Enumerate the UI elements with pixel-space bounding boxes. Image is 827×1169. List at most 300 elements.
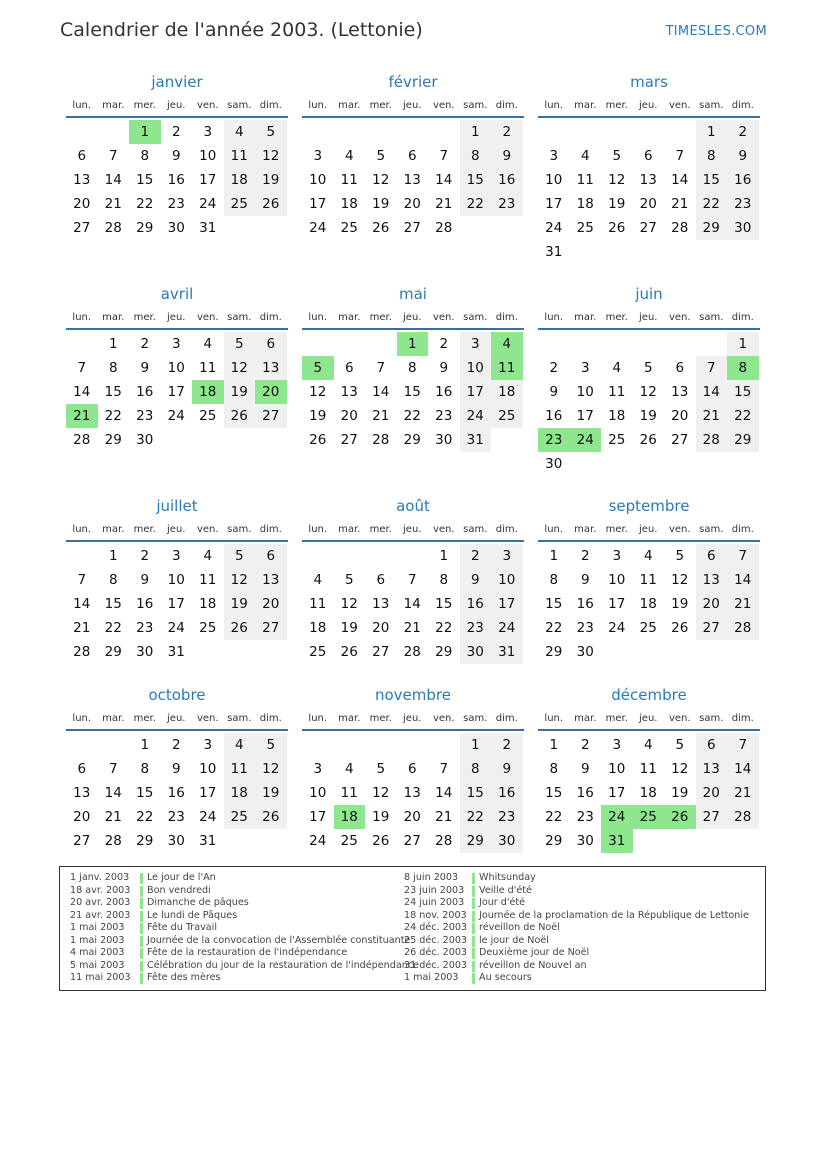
weekday-label: sam. xyxy=(463,523,488,535)
holiday-date: 23 juin 2003 xyxy=(404,884,465,896)
day-cell: 24 xyxy=(167,408,185,424)
day-cell: 10 xyxy=(199,761,217,777)
holiday-name: Célébration du jour de la restauration de l'indépendance xyxy=(147,959,419,971)
week-row xyxy=(302,781,524,805)
day-cell: 31 xyxy=(491,640,523,664)
weekday-label: ven. xyxy=(668,712,691,724)
day-cell: 2 xyxy=(460,544,492,568)
day-cell: 12 xyxy=(639,384,657,400)
day-cell: 31 xyxy=(601,829,633,853)
weekday-label: mar. xyxy=(102,311,125,323)
week-row xyxy=(66,757,288,781)
day-cell: 19 xyxy=(372,809,390,825)
holiday-name: Journée de la convocation de l'Assemblée constituante xyxy=(147,934,411,946)
weekday-label: mar. xyxy=(574,712,597,724)
day-cell: 15 xyxy=(545,596,563,612)
week-row xyxy=(302,544,524,568)
day-cell: 9 xyxy=(549,384,559,400)
month-title: août xyxy=(396,497,430,515)
day-cell: 1 xyxy=(549,548,559,564)
weekday-label: ven. xyxy=(196,523,219,535)
day-cell: 13 xyxy=(340,384,358,400)
weekday-label: mar. xyxy=(338,311,361,323)
weekday-label: mar. xyxy=(338,523,361,535)
day-cell: 10 xyxy=(167,360,185,376)
day-cell: 7 xyxy=(376,360,386,376)
day-cell: 9 xyxy=(491,144,523,168)
week-row xyxy=(538,240,760,264)
day-cell: 16 xyxy=(435,384,453,400)
weekday-label: lun. xyxy=(544,311,564,323)
holiday-row xyxy=(404,885,749,898)
day-cell: 22 xyxy=(545,809,563,825)
day-cell: 22 xyxy=(460,192,492,216)
day-cell: 30 xyxy=(576,833,594,849)
day-cell: 12 xyxy=(224,356,256,380)
day-cell: 26 xyxy=(224,404,256,428)
day-cell: 29 xyxy=(136,833,154,849)
day-cell: 21 xyxy=(66,404,98,428)
week-row xyxy=(302,428,524,452)
empty-cell xyxy=(601,120,633,144)
holiday-row xyxy=(70,885,419,898)
day-cell: 25 xyxy=(633,805,665,829)
day-cell: 27 xyxy=(403,220,421,236)
day-cell: 5 xyxy=(224,332,256,356)
holiday-name: réveillon de Nouvel an xyxy=(479,959,587,971)
weekday-label: dim. xyxy=(495,99,518,111)
day-cell: 28 xyxy=(403,644,421,660)
weekday-label: mar. xyxy=(102,712,125,724)
day-cell: 22 xyxy=(104,408,122,424)
empty-cell xyxy=(601,640,633,664)
day-cell: 6 xyxy=(643,148,653,164)
weekday-label: ven. xyxy=(668,311,691,323)
holiday-date: 11 mai 2003 xyxy=(70,972,131,983)
day-cell: 22 xyxy=(460,805,492,829)
weekday-label: lun. xyxy=(72,99,92,111)
day-cell: 10 xyxy=(167,572,185,588)
month-title: juillet xyxy=(156,497,198,515)
day-cell: 11 xyxy=(309,596,327,612)
week-row xyxy=(66,781,288,805)
weekday-label: sam. xyxy=(699,712,724,724)
day-cell: 14 xyxy=(727,757,759,781)
day-cell: 23 xyxy=(538,428,570,452)
day-cell: 12 xyxy=(255,144,287,168)
day-cell: 23 xyxy=(136,620,154,636)
week-row xyxy=(302,640,524,664)
day-cell: 2 xyxy=(580,737,590,753)
day-cell: 8 xyxy=(460,144,492,168)
month-title: septembre xyxy=(608,497,690,515)
holiday-date: 8 juin 2003 xyxy=(404,872,459,883)
empty-cell xyxy=(664,240,696,264)
day-cell: 17 xyxy=(199,172,217,188)
holiday-date: 18 nov. 2003 xyxy=(404,909,467,921)
day-cell: 5 xyxy=(255,733,287,757)
day-cell: 6 xyxy=(675,360,685,376)
empty-cell xyxy=(538,332,570,356)
empty-cell xyxy=(255,216,287,240)
weekday-label: ven. xyxy=(196,99,219,111)
month-title: juin xyxy=(635,285,663,303)
day-cell: 1 xyxy=(549,737,559,753)
day-cell: 17 xyxy=(545,196,563,212)
day-cell: 15 xyxy=(545,785,563,801)
day-cell: 21 xyxy=(727,781,759,805)
day-cell: 7 xyxy=(727,733,759,757)
weekday-label: lun. xyxy=(308,523,328,535)
empty-cell xyxy=(633,829,665,853)
weekday-label: mer. xyxy=(605,99,628,111)
day-cell: 30 xyxy=(167,220,185,236)
day-cell: 7 xyxy=(727,544,759,568)
weekday-label: dim. xyxy=(731,99,754,111)
empty-cell xyxy=(664,452,696,476)
day-cell: 14 xyxy=(435,172,453,188)
week-row xyxy=(538,120,760,144)
weekday-label: mer. xyxy=(369,523,392,535)
day-cell: 4 xyxy=(203,548,213,564)
empty-cell xyxy=(302,332,334,356)
day-cell: 3 xyxy=(203,124,213,140)
day-cell: 17 xyxy=(167,596,185,612)
weekday-label: jeu. xyxy=(403,712,422,724)
day-cell: 10 xyxy=(545,172,563,188)
week-row xyxy=(302,404,524,428)
day-cell: 12 xyxy=(309,384,327,400)
empty-cell xyxy=(460,216,492,240)
day-cell: 26 xyxy=(255,192,287,216)
weekday-label: lun. xyxy=(544,99,564,111)
weekday-label: lun. xyxy=(72,523,92,535)
week-row xyxy=(538,544,760,568)
weekday-header xyxy=(66,518,288,542)
holiday-date: 31 déc. 2003 xyxy=(404,959,468,971)
week-row xyxy=(66,805,288,829)
empty-cell xyxy=(302,733,334,757)
day-cell: 5 xyxy=(224,544,256,568)
empty-cell xyxy=(302,120,334,144)
day-cell: 6 xyxy=(255,332,287,356)
holiday-date: 25 déc. 2003 xyxy=(404,934,468,946)
weekday-label: ven. xyxy=(432,523,455,535)
day-cell: 17 xyxy=(491,592,523,616)
day-cell: 11 xyxy=(639,572,657,588)
week-row xyxy=(302,829,524,853)
month-title: novembre xyxy=(375,686,451,704)
weekday-label: mer. xyxy=(605,712,628,724)
month-title: mai xyxy=(399,285,427,303)
day-cell: 15 xyxy=(136,172,154,188)
day-cell: 5 xyxy=(675,548,685,564)
day-cell: 11 xyxy=(199,360,217,376)
weekday-label: jeu. xyxy=(167,712,186,724)
day-cell: 2 xyxy=(491,120,523,144)
weekday-label: jeu. xyxy=(403,99,422,111)
day-cell: 19 xyxy=(671,785,689,801)
day-cell: 9 xyxy=(140,360,150,376)
day-cell: 24 xyxy=(491,616,523,640)
day-cell: 19 xyxy=(608,196,626,212)
day-cell: 29 xyxy=(460,829,492,853)
empty-cell xyxy=(664,332,696,356)
day-cell: 5 xyxy=(643,360,653,376)
day-cell: 11 xyxy=(576,172,594,188)
weekday-label: mar. xyxy=(574,311,597,323)
empty-cell xyxy=(397,120,429,144)
holiday-name: Fête du Travail xyxy=(147,922,217,933)
day-cell: 28 xyxy=(435,220,453,236)
week-row xyxy=(66,332,288,356)
day-cell: 16 xyxy=(136,384,154,400)
day-cell: 20 xyxy=(340,408,358,424)
weekday-label: mer. xyxy=(369,311,392,323)
day-cell: 6 xyxy=(696,544,728,568)
weekday-label: sam. xyxy=(699,99,724,111)
weekday-label: sam. xyxy=(227,523,252,535)
week-row xyxy=(66,616,288,640)
day-cell: 17 xyxy=(309,809,327,825)
day-cell: 18 xyxy=(334,805,366,829)
day-cell: 16 xyxy=(167,172,185,188)
month-9 xyxy=(538,494,760,664)
day-cell: 31 xyxy=(545,244,563,260)
day-cell: 6 xyxy=(696,733,728,757)
week-row xyxy=(538,216,760,240)
weekday-label: ven. xyxy=(196,311,219,323)
day-cell: 25 xyxy=(199,620,217,636)
weekday-label: mar. xyxy=(102,523,125,535)
day-cell: 13 xyxy=(639,172,657,188)
month-title: octobre xyxy=(148,686,206,704)
day-cell: 12 xyxy=(372,785,390,801)
day-cell: 16 xyxy=(136,596,154,612)
week-row xyxy=(302,568,524,592)
weekday-label: ven. xyxy=(432,99,455,111)
day-cell: 11 xyxy=(608,384,626,400)
day-cell: 4 xyxy=(580,148,590,164)
holiday-name: Fête de la restauration de l'indépendance xyxy=(147,947,348,958)
day-cell: 29 xyxy=(403,432,421,448)
empty-cell xyxy=(365,120,397,144)
day-cell: 15 xyxy=(435,596,453,612)
holiday-marker xyxy=(472,923,475,934)
day-cell: 27 xyxy=(255,404,287,428)
weekday-label: jeu. xyxy=(167,311,186,323)
day-cell: 6 xyxy=(407,148,417,164)
week-row xyxy=(538,592,760,616)
day-cell: 21 xyxy=(727,592,759,616)
weekday-label: dim. xyxy=(495,712,518,724)
week-row xyxy=(66,829,288,853)
week-row xyxy=(66,356,288,380)
day-cell: 19 xyxy=(224,592,256,616)
weekday-header xyxy=(302,306,524,330)
holiday-row xyxy=(70,935,419,948)
day-cell: 22 xyxy=(136,809,154,825)
day-cell: 12 xyxy=(224,568,256,592)
day-cell: 18 xyxy=(340,196,358,212)
day-cell: 21 xyxy=(104,196,122,212)
day-cell: 11 xyxy=(224,757,256,781)
empty-cell xyxy=(570,332,602,356)
day-cell: 11 xyxy=(491,356,523,380)
week-row xyxy=(538,733,760,757)
day-cell: 21 xyxy=(435,809,453,825)
day-cell: 20 xyxy=(403,809,421,825)
day-cell: 23 xyxy=(727,192,759,216)
day-cell: 24 xyxy=(608,620,626,636)
holiday-marker xyxy=(140,923,143,934)
weekday-label: jeu. xyxy=(639,523,658,535)
day-cell: 8 xyxy=(696,144,728,168)
weekday-label: mer. xyxy=(133,99,156,111)
weekday-label: lun. xyxy=(308,712,328,724)
week-row xyxy=(66,640,288,664)
day-cell: 2 xyxy=(580,548,590,564)
day-cell: 19 xyxy=(671,596,689,612)
day-cell: 12 xyxy=(340,596,358,612)
month-title: mars xyxy=(630,73,668,91)
day-cell: 13 xyxy=(696,757,728,781)
day-cell: 17 xyxy=(460,380,492,404)
month-7 xyxy=(66,494,288,664)
week-row xyxy=(538,380,760,404)
day-cell: 24 xyxy=(199,196,217,212)
empty-cell xyxy=(727,829,759,853)
month-title: février xyxy=(388,73,438,91)
weekday-label: mar. xyxy=(338,99,361,111)
empty-cell xyxy=(428,733,460,757)
weekday-label: sam. xyxy=(463,99,488,111)
empty-cell xyxy=(161,428,193,452)
day-cell: 26 xyxy=(255,805,287,829)
month-6 xyxy=(538,282,760,476)
day-cell: 21 xyxy=(696,404,728,428)
day-cell: 20 xyxy=(73,809,91,825)
day-cell: 27 xyxy=(73,220,91,236)
day-cell: 2 xyxy=(140,548,150,564)
day-cell: 1 xyxy=(108,336,118,352)
week-row xyxy=(538,192,760,216)
day-cell: 12 xyxy=(671,761,689,777)
holiday-name: Deuxième jour de Noël xyxy=(479,947,590,958)
weekday-header xyxy=(66,707,288,731)
day-cell: 1 xyxy=(140,737,150,753)
week-row xyxy=(538,568,760,592)
weekday-header xyxy=(302,518,524,542)
day-cell: 22 xyxy=(545,620,563,636)
day-cell: 17 xyxy=(199,785,217,801)
day-cell: 9 xyxy=(439,360,449,376)
holiday-row xyxy=(70,910,419,923)
day-cell: 3 xyxy=(203,737,213,753)
day-cell: 18 xyxy=(639,785,657,801)
holiday-date: 24 déc. 2003 xyxy=(404,922,468,933)
day-cell: 29 xyxy=(136,220,154,236)
day-cell: 3 xyxy=(171,548,181,564)
month-3 xyxy=(538,70,760,264)
day-cell: 3 xyxy=(313,148,323,164)
day-cell: 2 xyxy=(171,737,181,753)
day-cell: 7 xyxy=(439,148,449,164)
empty-cell xyxy=(633,240,665,264)
day-cell: 4 xyxy=(643,548,653,564)
day-cell: 16 xyxy=(576,785,594,801)
weekday-label: lun. xyxy=(544,712,564,724)
empty-cell xyxy=(696,829,728,853)
day-cell: 15 xyxy=(136,785,154,801)
holiday-marker xyxy=(472,911,475,922)
day-cell: 19 xyxy=(639,408,657,424)
day-cell: 28 xyxy=(435,833,453,849)
weekday-label: dim. xyxy=(731,523,754,535)
week-row xyxy=(66,144,288,168)
day-cell: 24 xyxy=(601,805,633,829)
weekday-label: jeu. xyxy=(167,523,186,535)
empty-cell xyxy=(601,332,633,356)
week-row xyxy=(66,568,288,592)
holiday-date: 1 mai 2003 xyxy=(404,972,459,983)
weekday-label: sam. xyxy=(463,311,488,323)
day-cell: 23 xyxy=(460,616,492,640)
empty-cell xyxy=(727,640,759,664)
week-row xyxy=(302,757,524,781)
day-cell: 9 xyxy=(460,568,492,592)
weekday-label: dim. xyxy=(259,712,282,724)
weekday-label: lun. xyxy=(72,311,92,323)
week-row xyxy=(538,168,760,192)
day-cell: 17 xyxy=(608,785,626,801)
day-cell: 24 xyxy=(309,220,327,236)
holiday-row xyxy=(70,960,419,973)
empty-cell xyxy=(696,332,728,356)
day-cell: 3 xyxy=(580,360,590,376)
holiday-row xyxy=(404,897,749,910)
day-cell: 1 xyxy=(129,120,161,144)
day-cell: 24 xyxy=(199,809,217,825)
day-cell: 25 xyxy=(340,833,358,849)
holiday-date: 4 mai 2003 xyxy=(70,947,125,958)
empty-cell xyxy=(538,120,570,144)
empty-cell xyxy=(192,428,224,452)
day-cell: 4 xyxy=(224,120,256,144)
empty-cell xyxy=(98,733,130,757)
day-cell: 31 xyxy=(199,833,217,849)
day-cell: 1 xyxy=(397,332,429,356)
weekday-label: sam. xyxy=(463,712,488,724)
weekday-header xyxy=(538,707,760,731)
day-cell: 1 xyxy=(439,548,449,564)
day-cell: 7 xyxy=(675,148,685,164)
day-cell: 14 xyxy=(435,785,453,801)
month-10 xyxy=(66,683,288,853)
holiday-name: Jour d'été xyxy=(479,897,526,908)
day-cell: 26 xyxy=(224,616,256,640)
day-cell: 21 xyxy=(104,809,122,825)
day-cell: 20 xyxy=(696,592,728,616)
holiday-name: Veille d'été xyxy=(479,884,532,896)
day-cell: 28 xyxy=(73,432,91,448)
weekday-label: dim. xyxy=(731,712,754,724)
day-cell: 13 xyxy=(403,785,421,801)
day-cell: 22 xyxy=(696,192,728,216)
day-cell: 17 xyxy=(576,408,594,424)
brand-link[interactable]: TIMESLES.COM xyxy=(665,24,767,39)
empty-cell xyxy=(727,452,759,476)
